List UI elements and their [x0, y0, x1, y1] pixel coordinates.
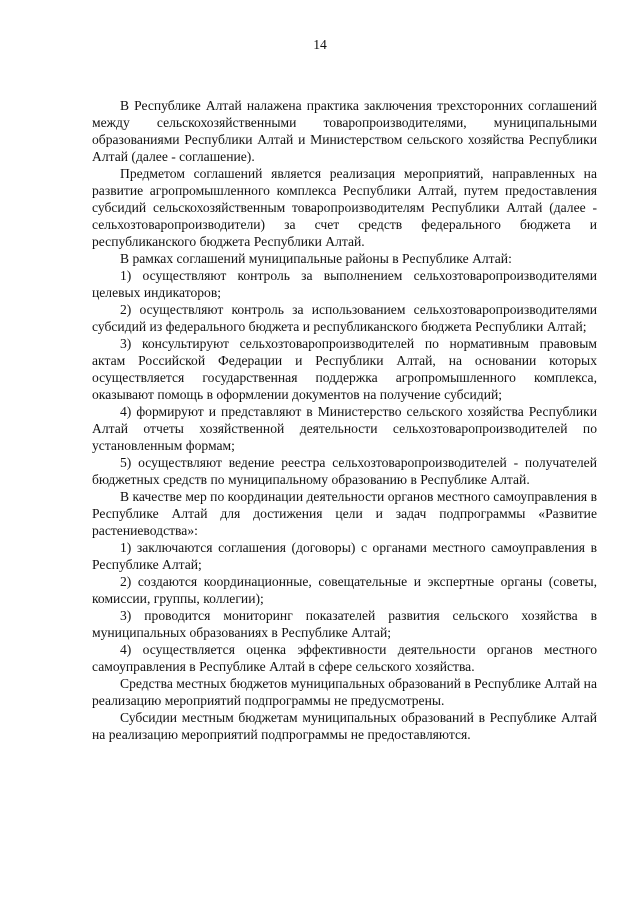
list-item-district-1: 1) осуществляют контроль за выполнением сельхозтоваропроизводителями целевых индикаторов; [92, 268, 597, 300]
paragraph-districts-intro: В рамках соглашений муниципальные районы в Республике Алтай: [120, 251, 512, 266]
list-item-coordination-4: 4) осуществляется оценка эффективности деятельности органов местного самоуправления в Республике Алтай в сфере сельского хозяйства. [92, 642, 597, 674]
list-item-district-2: 2) осуществляют контроль за использованием сельхозтоваропроизводителями субсидий из федерального бюджета и республиканского бюджета Республики Алтай; [92, 302, 597, 334]
paragraph-subsidies: Субсидии местным бюджетам муниципальных образований в Республике Алтай на реализацию мероприятий подпрограммы не предоставляются. [92, 710, 597, 742]
list-item-coordination-1: 1) заключаются соглашения (договоры) с органами местного самоуправления в Республике Алтай; [92, 540, 597, 572]
page-number: 14 [313, 37, 327, 52]
list-item-district-5: 5) осуществляют ведение реестра сельхозтоваропроизводителей - получателей бюджетных средств по муниципальному образованию в Республике Алтай. [92, 455, 597, 487]
list-item-coordination-2: 2) создаются координационные, совещательные и экспертные органы (советы, комиссии, группы, коллегии); [92, 574, 597, 606]
paragraph-agreements-subject: Предметом соглашений является реализация мероприятий, направленных на развитие агропромышленного комплекса Республики Алтай, путем предоставления субсидий сельскохозяйственным товаропроизводителям Республики Алтай (далее - сельхозтоваропроизводители) за счет средств федерального бюджета и республиканского бюджета Республики Алтай. [92, 166, 597, 249]
paragraph-local-budgets: Средства местных бюджетов муниципальных образований в Республике Алтай на реализацию мероприятий подпрограммы не предусмотрены. [92, 676, 597, 708]
list-item-coordination-3: 3) проводится мониторинг показателей развития сельского хозяйства в муниципальных образованиях в Республике Алтай; [92, 608, 597, 640]
paragraph-agreements-practice: В Республике Алтай налажена практика заключения трехсторонних соглашений между сельскохозяйственными товаропроизводителями, муниципальными образованиями Республики Алтай и Министерством сельского хозяйства Республики Алтай (далее - соглашение). [92, 98, 597, 164]
paragraph-coordination-intro: В качестве мер по координации деятельности органов местного самоуправления в Республике Алтай для достижения цели и задач подпрограммы «Развитие растениеводства»: [92, 489, 597, 538]
document-body [92, 97, 597, 743]
list-item-district-3: 3) консультируют сельхозтоваропроизводителей по нормативным правовым актам Российской Федерации и Республики Алтай, на основании которых осуществляется государственная поддержка агропромышленного комплекса, оказывают помощь в оформлении документов на получение субсидий; [92, 336, 597, 402]
list-item-district-4: 4) формируют и представляют в Министерство сельского хозяйства Республики Алтай отчеты хозяйственной деятельности сельхозтоваропроизводителей по установленным формам; [92, 404, 597, 453]
